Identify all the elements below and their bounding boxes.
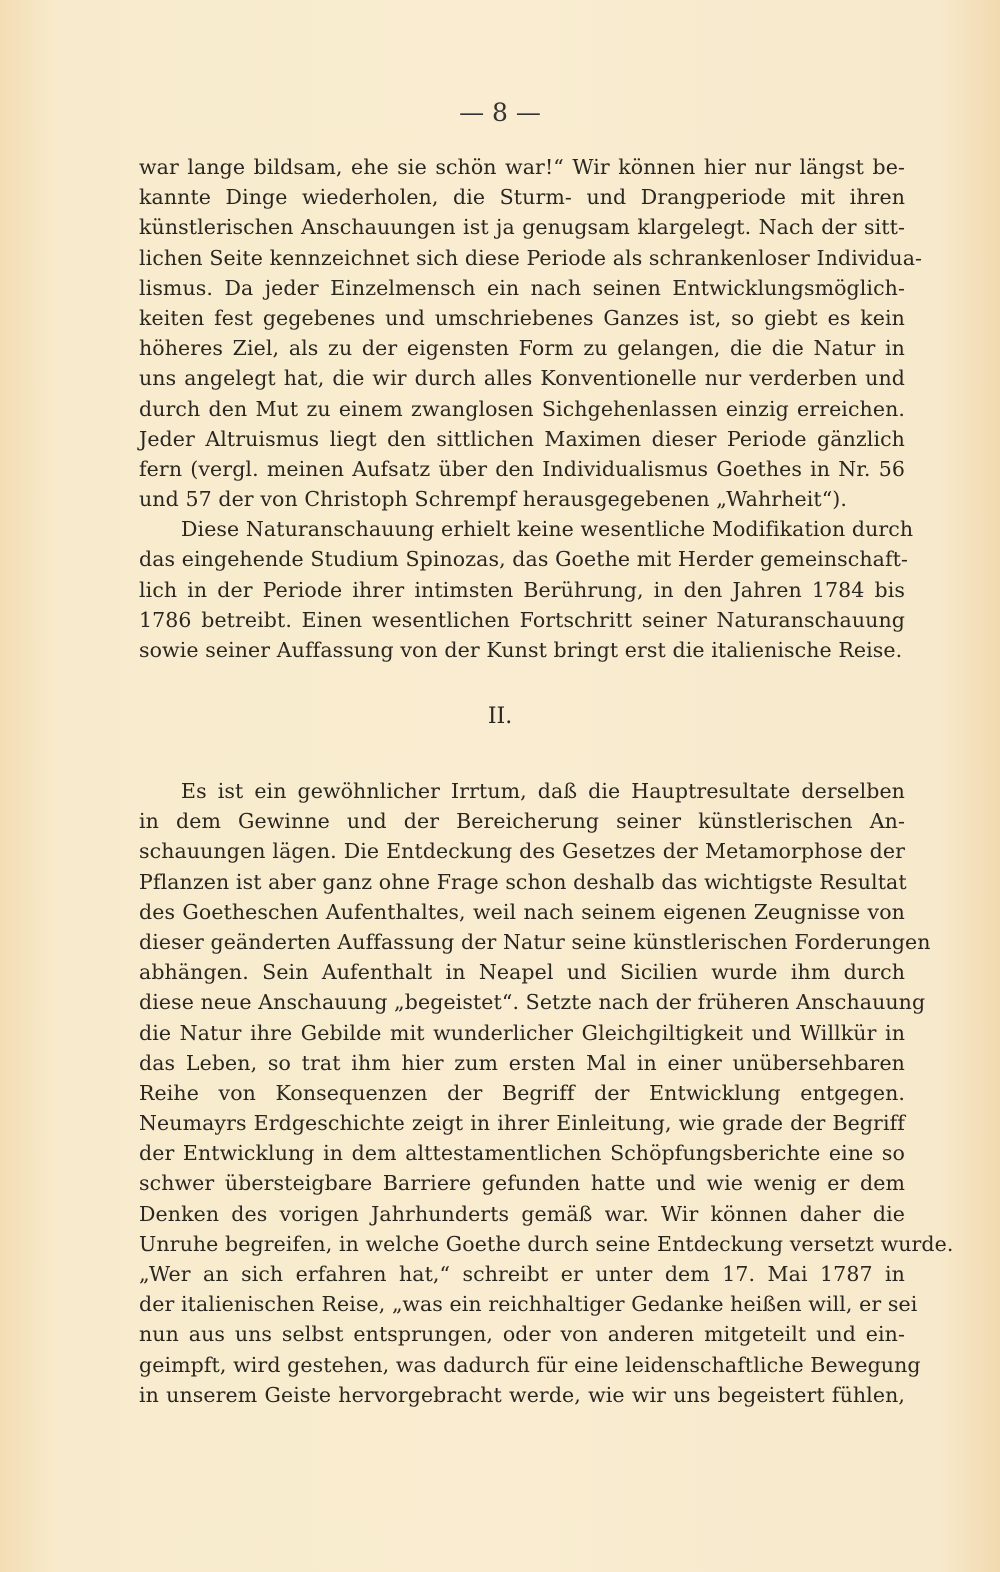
- text-line: lichen Seite kennzeichnet sich diese Periode als schrankenloser Individua-: [139, 245, 923, 270]
- text-line: uns angelegt hat, die wir durch alles Konventionelle nur verderben und: [139, 366, 905, 391]
- text-line: schwer übersteigbare Barriere gefunden hatte und wie wenig er dem: [139, 1171, 905, 1196]
- text-line: Reihe von Konsequenzen der Begriff der Entwicklung entgegen.: [139, 1080, 905, 1105]
- text-line: nun aus uns selbst entsprungen, oder von anderen mitgeteilt und ein-: [139, 1322, 905, 1347]
- text-line: Neumayrs Erdgeschichte zeigt in ihrer Einleitung, wie grade der Begriff: [139, 1111, 905, 1136]
- text-line: Denken des vorigen Jahrhunderts gemäß war. Wir können daher die: [139, 1201, 905, 1226]
- section-heading: II.: [487, 704, 513, 729]
- text-line: geimpft, wird gestehen, was dadurch für eine leidenschaftliche Bewegung: [139, 1352, 921, 1377]
- text-line: Unruhe begreifen, in welche Goethe durch seine Entdeckung versetzt wurde.: [139, 1231, 954, 1256]
- text-line: sowie seiner Auffassung von der Kunst bringt erst die italienische Reise.: [139, 638, 903, 662]
- text-line: war lange bildsam, ehe sie schön war!“ Wir können hier nur längst be-: [139, 155, 905, 179]
- page-number: — 8 —: [459, 98, 541, 127]
- text-line: lismus. Da jeder Einzelmensch ein nach seinen Entwicklungsmöglich-: [139, 275, 905, 300]
- text-line: der italienischen Reise, „was ein reichhaltiger Gedanke heißen will, er sei: [139, 1292, 918, 1317]
- text-line: der Entwicklung in dem alttestamentlichen Schöpfungsberichte eine so: [139, 1141, 905, 1166]
- text-line: des Goetheschen Aufenthaltes, weil nach seinem eigenen Zeugnisse von: [139, 899, 905, 924]
- text-line: keiten fest gegebenes und umschriebenes Ganzes ist, so giebt es kein: [139, 305, 905, 330]
- text-line: 1786 betreibt. Einen wesentlichen Fortschritt seiner Naturanschauung: [139, 607, 905, 632]
- text-line: abhängen. Sein Aufenthalt in Neapel und Sicilien wurde ihm durch: [139, 960, 905, 985]
- text-line: Pflanzen ist aber ganz ohne Frage schon deshalb das wichtigste Resultat: [139, 869, 907, 894]
- text-line: durch den Mut zu einem zwanglosen Sichgehenlassen einzig erreichen.: [139, 396, 905, 421]
- text-line: das eingehende Studium Spinozas, das Goethe mit Herder gemeinschaft-: [139, 547, 909, 572]
- text-line: höheres Ziel, als zu der eigensten Form zu gelangen, die die Natur in: [139, 336, 905, 361]
- text-line: Es ist ein gewöhnlicher Irrtum, daß die Hauptresultate derselben: [181, 779, 905, 803]
- text-line: in dem Gewinne und der Bereicherung seiner künstlerischen An-: [139, 809, 905, 834]
- text-line: künstlerischen Anschauungen ist ja genugsam klargelegt. Nach der sitt-: [139, 215, 905, 240]
- text-line: das Leben, so trat ihm hier zum ersten Mal in einer unübersehbaren: [139, 1050, 905, 1075]
- section-1-text: [139, 152, 923, 665]
- text-line: lich in der Periode ihrer intimsten Berührung, in den Jahren 1784 bis: [139, 577, 905, 602]
- text-line: in unserem Geiste hervorgebracht werde, wie wir uns begeistert fühlen,: [139, 1382, 905, 1407]
- section-2-text: [139, 776, 954, 1410]
- text-line: diese neue Anschauung „begeistet“. Setzte nach der früheren Anschauung: [139, 990, 926, 1015]
- text-line: die Natur ihre Gebilde mit wunderlicher Gleichgiltigkeit und Willkür in: [139, 1020, 905, 1045]
- text-line: Jeder Altruismus liegt den sittlichen Maximen dieser Periode gänzlich: [139, 426, 905, 451]
- text-line: fern (vergl. meinen Aufsatz über den Individualismus Goethes in Nr. 56: [139, 456, 905, 481]
- text-line: Diese Naturanschauung erhielt keine wesentliche Modifikation durch: [181, 517, 914, 542]
- text-line: und 57 der von Christoph Schrempf herausgegebenen „Wahrheit“).: [139, 487, 847, 512]
- text-line: dieser geänderten Auffassung der Natur seine künstlerischen Forderungen: [139, 929, 931, 954]
- text-line: schauungen lägen. Die Entdeckung des Gesetzes der Metamorphose der: [139, 839, 905, 864]
- text-line: „Wer an sich erfahren hat,“ schreibt er unter dem 17. Mai 1787 in: [139, 1262, 905, 1286]
- text-line: kannte Dinge wiederholen, die Sturm- und Drangperiode mit ihren: [139, 185, 905, 210]
